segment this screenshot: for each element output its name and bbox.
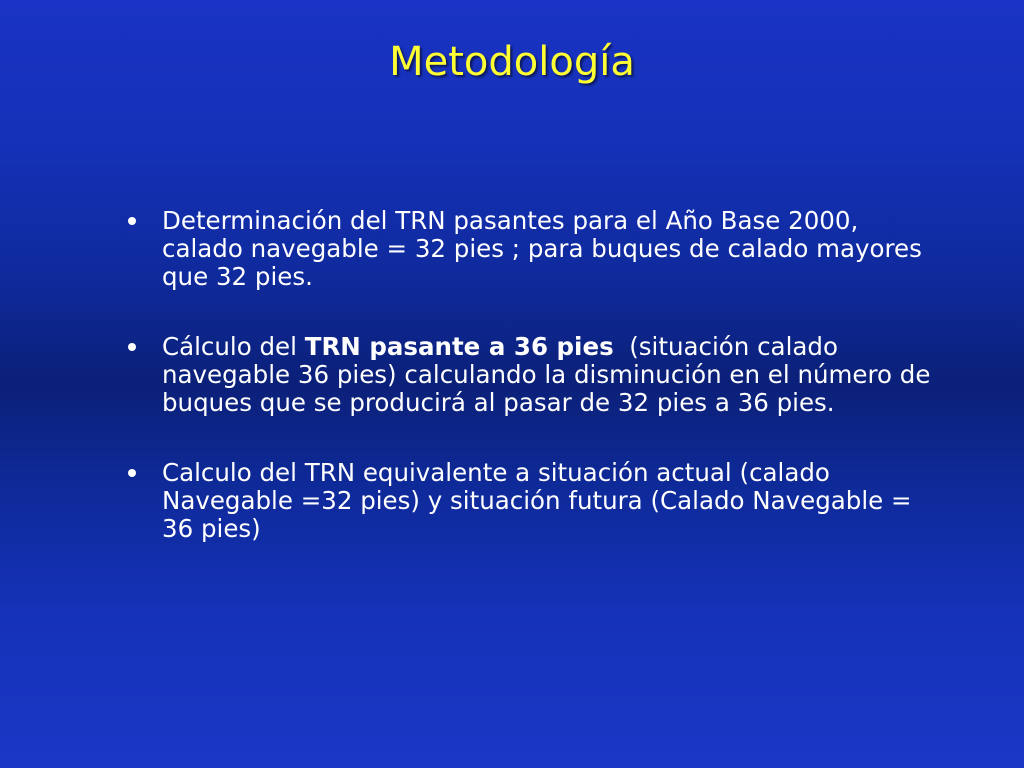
bullet-item-3 (128, 459, 938, 543)
bullet-text-1: Determinación del TRN pasantes para el Año Base 2000, calado navegable = 32 pies ; para buques de calado mayores que 32 pies. (162, 206, 922, 291)
slide-title: Metodología (389, 39, 635, 85)
bullet-text-2-after: (situación calado navegable 36 pies) calculando la disminución en el número de buques que se producirá al pasar de 32 pies a 36 pies. (162, 332, 939, 417)
bullet-dot-icon (128, 343, 136, 351)
bullet-list (128, 207, 938, 585)
bullet-dot-icon (128, 469, 136, 477)
bullet-text-2-before: Cálculo del (162, 332, 305, 361)
bullet-text-3: Calculo del TRN equivalente a situación actual (calado Navegable =32 pies) y situación futura (Calado Navegable = 36 pies) (162, 458, 912, 543)
bullet-item-1 (128, 207, 938, 291)
bullet-dot-icon (128, 217, 136, 225)
bullet-text-2-bold: TRN pasante a 36 pies (304, 332, 614, 361)
bullet-item-2 (128, 333, 938, 417)
